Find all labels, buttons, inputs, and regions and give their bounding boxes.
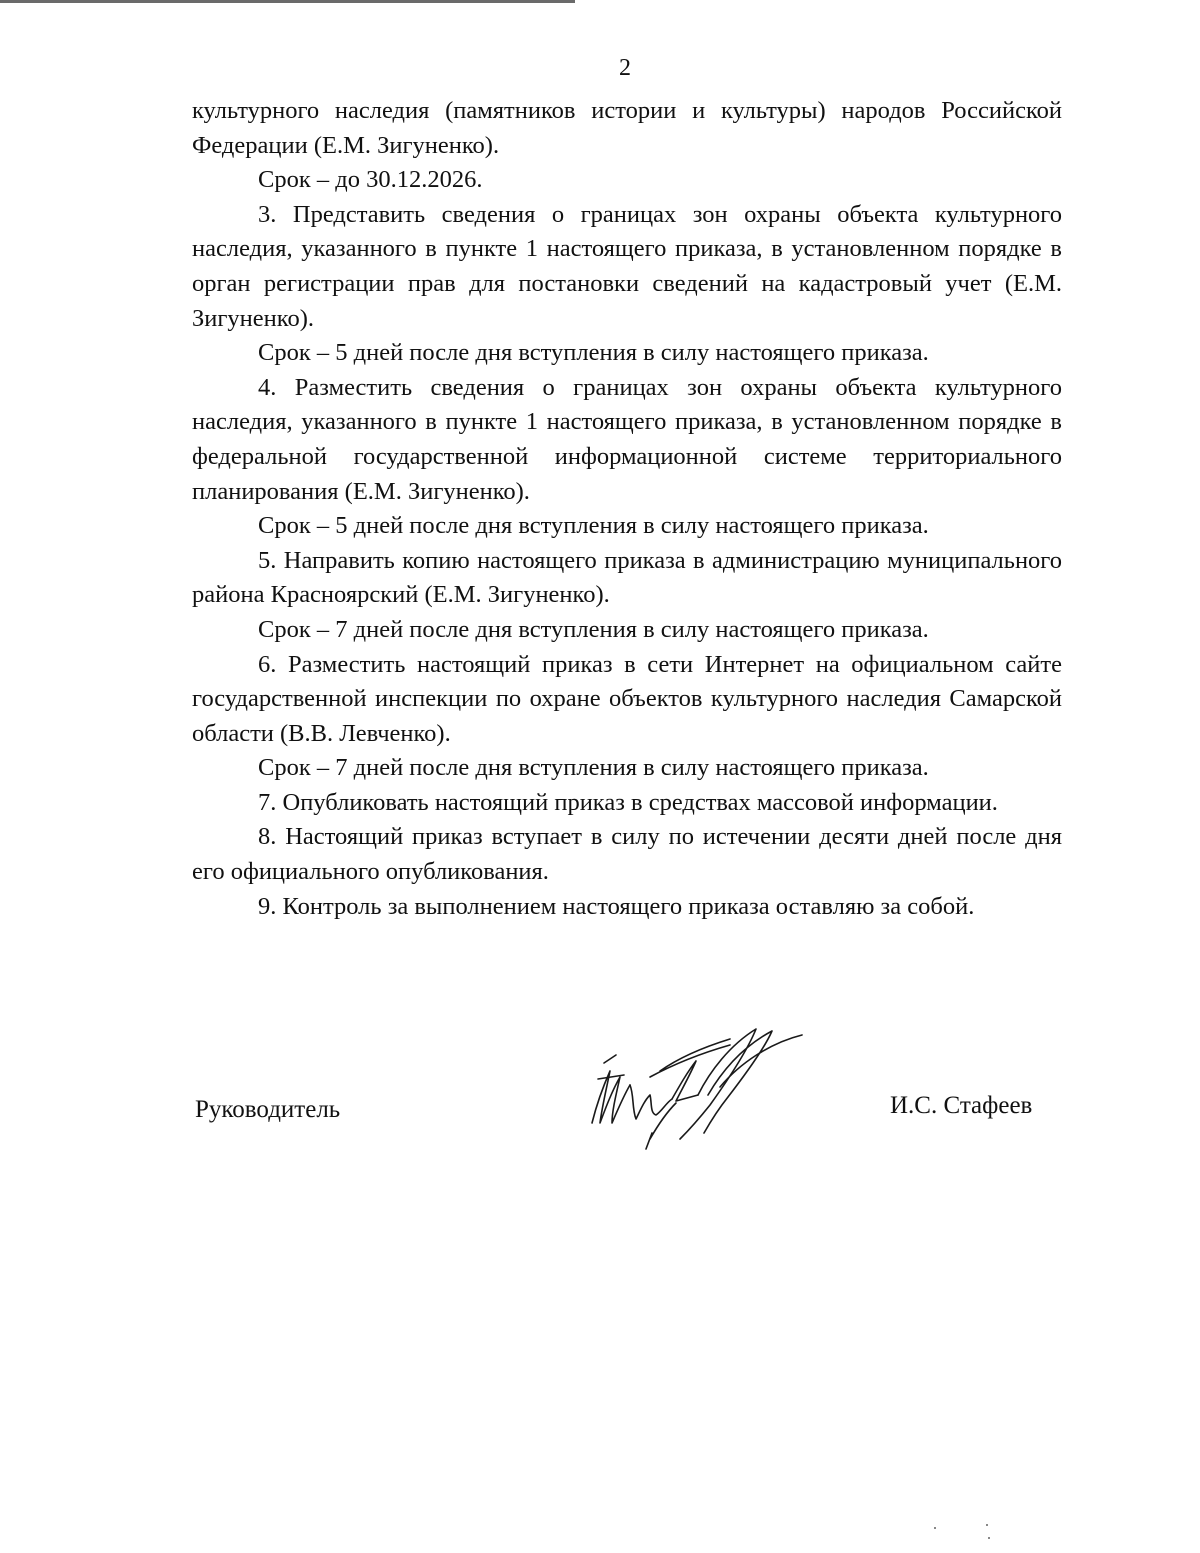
scan-edge-line xyxy=(0,0,575,3)
paragraph-item-7: 7. Опубликовать настоящий приказ в средствах массовой информации. xyxy=(258,788,998,816)
scan-speck xyxy=(934,1527,936,1529)
scan-speck xyxy=(986,1524,988,1526)
signatory-position: Руководитель xyxy=(195,1096,341,1123)
paragraph-item-6: 6. Разместить настоящий приказ в сети Интернет на официальном сайте государственной инспекции по охране объектов культурного наследия Самарской области (В.В. Левченко). xyxy=(192,650,1062,747)
document-body xyxy=(192,94,1062,924)
paragraph-deadline-5: Срок – 7 дней после дня вступления в силу настоящего приказа. xyxy=(258,615,929,643)
paragraph-deadline-3: Срок – 5 дней после дня вступления в силу настоящего приказа. xyxy=(258,339,929,367)
paragraph-item-5: 5. Направить копию настоящего приказа в администрацию муниципального района Красноярский (Е.М. Зигуненко). xyxy=(192,546,1062,609)
paragraph-deadline-4: Срок – 5 дней после дня вступления в силу настоящего приказа. xyxy=(258,512,929,540)
paragraph-deadline-6: Срок – 7 дней после дня вступления в силу настоящего приказа. xyxy=(258,754,929,782)
scan-speck xyxy=(988,1537,990,1539)
paragraph-item-3: 3. Представить сведения о границах зон охраны объекта культурного наследия, указанного в пункте 1 настоящего приказа, в установленном порядке в орган регистрации прав для постановки сведений на кадастровый учет (Е.М. Зигуненко). xyxy=(192,200,1062,332)
paragraph-item-8: 8. Настоящий приказ вступает в силу по истечении десяти дней после дня его официального опубликования. xyxy=(192,823,1062,886)
paragraph-continuation: культурного наследия (памятников истории и культуры) народов Российской Федерации (Е.М. Зигуненко). xyxy=(192,97,1062,159)
paragraph-item-4: 4. Разместить сведения о границах зон охраны объекта культурного наследия, указанного в пункте 1 настоящего приказа, в установленном порядке в федеральной государственной информационной системе территориального планирования (Е.М. Зигуненко). xyxy=(192,373,1062,505)
page-number: 2 xyxy=(619,55,631,81)
handwritten-signature xyxy=(580,1015,820,1155)
paragraph-deadline-1: Срок – до 30.12.2026. xyxy=(258,166,483,194)
paragraph-item-9: 9. Контроль за выполнением настоящего приказа оставляю за собой. xyxy=(258,892,975,920)
signatory-name: И.С. Стафеев xyxy=(890,1092,1033,1119)
